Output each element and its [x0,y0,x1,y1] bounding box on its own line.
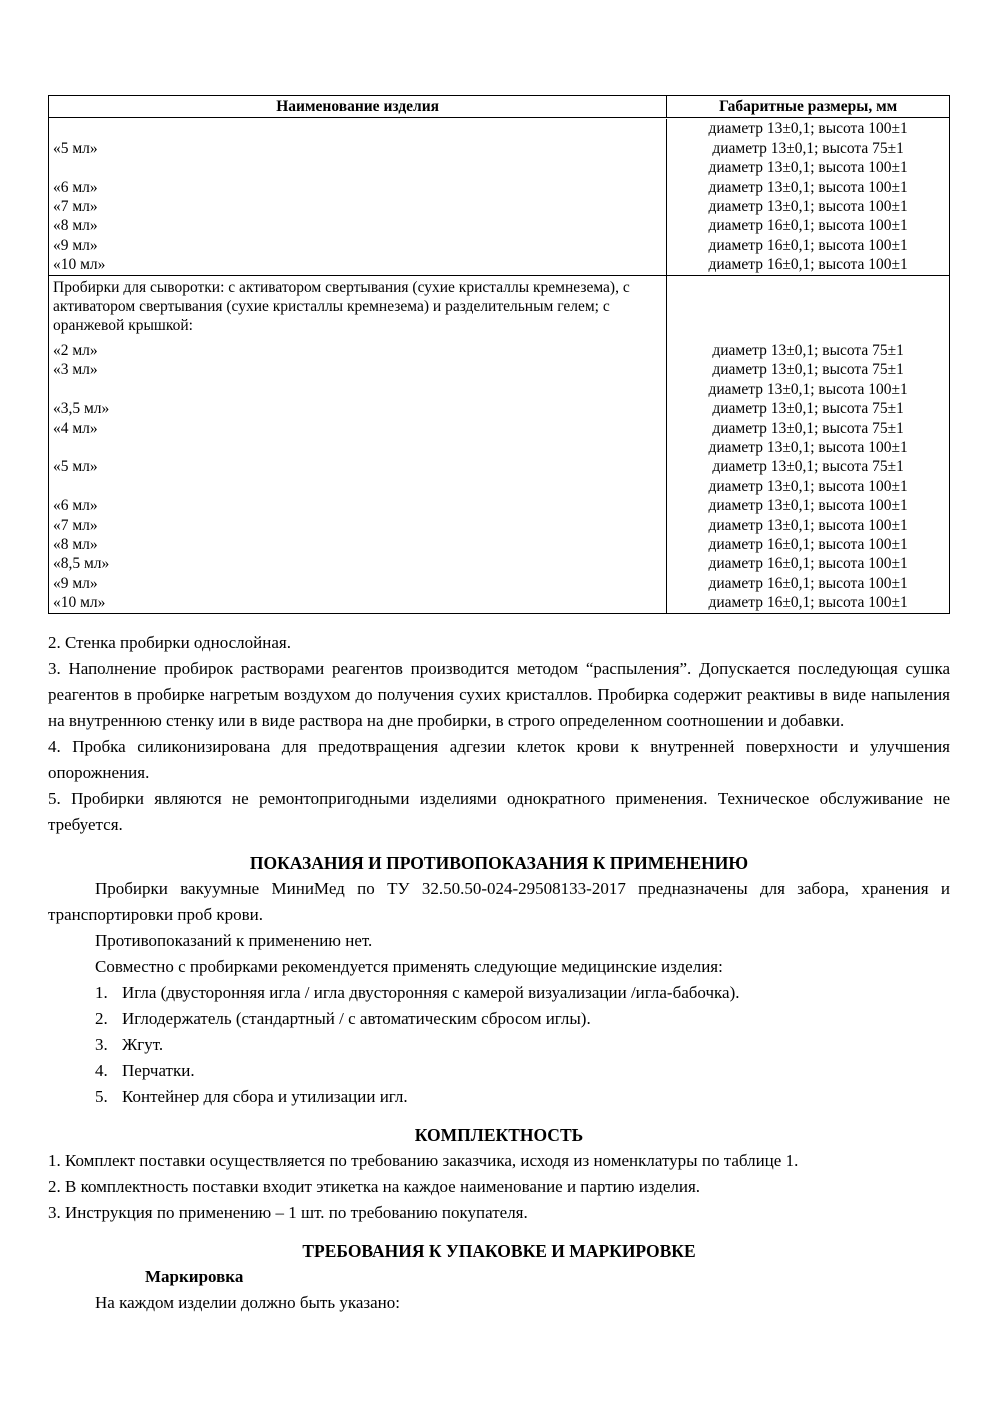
product-name-cell: «6 мл» [49,496,667,515]
dimensions-cell: диаметр 16±0,1; высота 100±1 [708,236,908,254]
product-name-cell: «3 мл» [49,360,667,379]
paragraph-non-repairable: 5. Пробирки являются не ремонтопригодными изделиями однократного применения. Техническое обслуживание не требуется. [48,788,950,834]
product-name-cell [49,438,667,457]
table-row [49,399,949,418]
list-item-number: 4. [95,1060,108,1080]
table-row [49,574,949,593]
subheading-marking: Маркировка [145,1266,244,1286]
paragraph-recommended-devices: Совместно с пробирками рекомендуется применять следующие медицинские изделия: [95,956,723,976]
dimensions-cell: диаметр 16±0,1; высота 100±1 [708,535,908,553]
table-row [49,593,949,612]
dimensions-cell: диаметр 13±0,1; высота 100±1 [708,516,908,534]
product-name-cell: «8 мл» [49,535,667,554]
table-header-row [49,96,949,118]
dimensions-cell: диаметр 13±0,1; высота 100±1 [708,438,908,456]
paragraph-purpose: Пробирки вакуумные МиниМед по ТУ 32.50.50-024-29508133-2017 предназначены для забора, хранения и транспортировки проб крови. [48,878,950,924]
dimensions-cell: диаметр 16±0,1; высота 100±1 [708,256,908,274]
list-item [95,1084,950,1110]
list-item-text: Перчатки. [122,1060,195,1080]
list-item-number: 2. [95,1008,108,1028]
product-name-cell [49,380,667,399]
list-item-text: Иглодержатель (стандартный / с автоматическим сбросом иглы). [122,1008,591,1028]
table-row [49,119,949,138]
list-item-text: Жгут. [122,1034,164,1054]
list-item-text: Игла (двусторонняя игла / игла двусторонняя с камерой визуализации /игла-бабочка). [122,982,740,1002]
product-name-cell [49,477,667,496]
product-name-cell: «10 мл» [49,593,667,612]
dimensions-cell: диаметр 16±0,1; высота 100±1 [708,594,908,612]
product-name-cell: «10 мл» [49,255,667,274]
product-name-cell: «7 мл» [49,197,667,216]
table-row [49,236,949,255]
list-item [95,980,950,1006]
paragraph-tube-wall: 2. Стенка пробирки однослойная. [48,632,291,652]
product-name-cell: «5 мл» [49,457,667,476]
table-row [49,516,949,535]
table-row [49,380,949,399]
table-row [49,158,949,177]
table-row-serum-intro [49,276,949,341]
product-name-cell [49,119,667,138]
table-row [49,360,949,379]
dimensions-cell: диаметр 16±0,1; высота 100±1 [708,574,908,592]
product-name-cell: «9 мл» [49,574,667,593]
dimensions-cell: диаметр 13±0,1; высота 75±1 [712,341,904,359]
dimensions-cell: диаметр 13±0,1; высота 75±1 [712,419,904,437]
section-heading-completeness: КОМПЛЕКТНОСТЬ [414,1124,584,1145]
section-heading-packaging: ТРЕБОВАНИЯ К УПАКОВКЕ И МАРКИРОВКЕ [302,1240,696,1261]
table-row [49,457,949,476]
table-row [49,477,949,496]
product-name-cell: «5 мл» [49,139,667,158]
table-row [49,496,949,515]
paragraph-label-included: 2. В комплектность поставки входит этикетка на каждое наименование и партию изделия. [48,1176,701,1196]
product-name-cell: «3,5 мл» [49,399,667,418]
dimensions-cell: диаметр 16±0,1; высота 100±1 [708,555,908,573]
list-item [95,1032,950,1058]
list-item-number: 5. [95,1086,108,1106]
table-row [49,255,949,274]
dimensions-cell: диаметр 13±0,1; высота 75±1 [712,139,904,157]
serum-intro-cell: Пробирки для сыворотки: с активатором свертывания (сухие кристаллы кремнезема), с активатором свертывания (сухие кристаллы кремнезема) и разделительным гелем; с оранжевой крышкой: [49,276,667,341]
document-body [48,630,950,1316]
paragraph-stopper: 4. Пробка силиконизирована для предотвращения адгезии клеток крови к внутренней поверхности и улучшения опорожнения. [48,736,950,782]
paragraph-no-contraindications: Противопоказаний к применению нет. [95,930,373,950]
paragraph-delivery-set: 1. Комплект поставки осуществляется по требованию заказчика, исходя из номенклатуры по таблице 1. [48,1150,799,1170]
dimensions-cell: диаметр 13±0,1; высота 75±1 [712,458,904,476]
table-header-product: Наименование изделия [49,96,667,117]
table-row [49,341,949,360]
table-row [49,535,949,554]
table-row [49,438,949,457]
recommended-devices-list [95,980,950,1110]
list-item [95,1006,950,1032]
product-name-cell: «8,5 мл» [49,554,667,573]
table-row [49,197,949,216]
product-name-cell: «2 мл» [49,341,667,360]
dimensions-cell [667,276,949,341]
dimensions-cell: диаметр 13±0,1; высота 100±1 [708,178,908,196]
product-name-cell [49,158,667,177]
product-dimensions-table [48,95,950,614]
dimensions-cell: диаметр 13±0,1; высота 100±1 [708,477,908,495]
list-item-number: 3. [95,1034,108,1054]
product-name-cell: «6 мл» [49,178,667,197]
product-name-cell: «9 мл» [49,236,667,255]
dimensions-cell: диаметр 13±0,1; высота 100±1 [708,198,908,216]
paragraph-marking-requirements: На каждом изделии должно быть указано: [95,1292,400,1312]
table-row [49,419,949,438]
table-row [49,178,949,197]
list-item-number: 1. [95,982,108,1002]
dimensions-cell: диаметр 16±0,1; высота 100±1 [708,217,908,235]
table-header-dimensions: Габаритные размеры, мм [719,98,898,115]
product-name-cell: «4 мл» [49,419,667,438]
dimensions-cell: диаметр 13±0,1; высота 75±1 [712,361,904,379]
product-name-cell: «7 мл» [49,516,667,535]
list-item-text: Контейнер для сбора и утилизации игл. [122,1086,408,1106]
table-section-plain-tubes [49,118,949,274]
dimensions-cell: диаметр 13±0,1; высота 100±1 [708,497,908,515]
table-row [49,554,949,573]
dimensions-cell: диаметр 13±0,1; высота 100±1 [708,380,908,398]
table-section-serum-tubes [49,275,949,613]
dimensions-cell: диаметр 13±0,1; высота 100±1 [708,159,908,177]
dimensions-cell: диаметр 13±0,1; высота 75±1 [712,400,904,418]
product-name-cell: «8 мл» [49,216,667,235]
list-item [95,1058,950,1084]
dimensions-cell: диаметр 13±0,1; высота 100±1 [708,120,908,138]
table-row [49,139,949,158]
table-row [49,216,949,235]
paragraph-instruction-included: 3. Инструкция по применению – 1 шт. по требованию покупателя. [48,1202,528,1222]
paragraph-filling-method: 3. Наполнение пробирок растворами реагентов производится методом “распыления”. Допускается последующая сушка реагентов в пробирке нагретым воздухом до получения сухих кристаллов. Пробирка содержит реактивы в виде напыления на внутреннюю стенку или в виде раствора на дне пробирки, в строго определенном соотношении и добавки. [48,658,950,730]
section-heading-indications: ПОКАЗАНИЯ И ПРОТИВОПОКАЗАНИЯ К ПРИМЕНЕНИЮ [249,852,749,873]
